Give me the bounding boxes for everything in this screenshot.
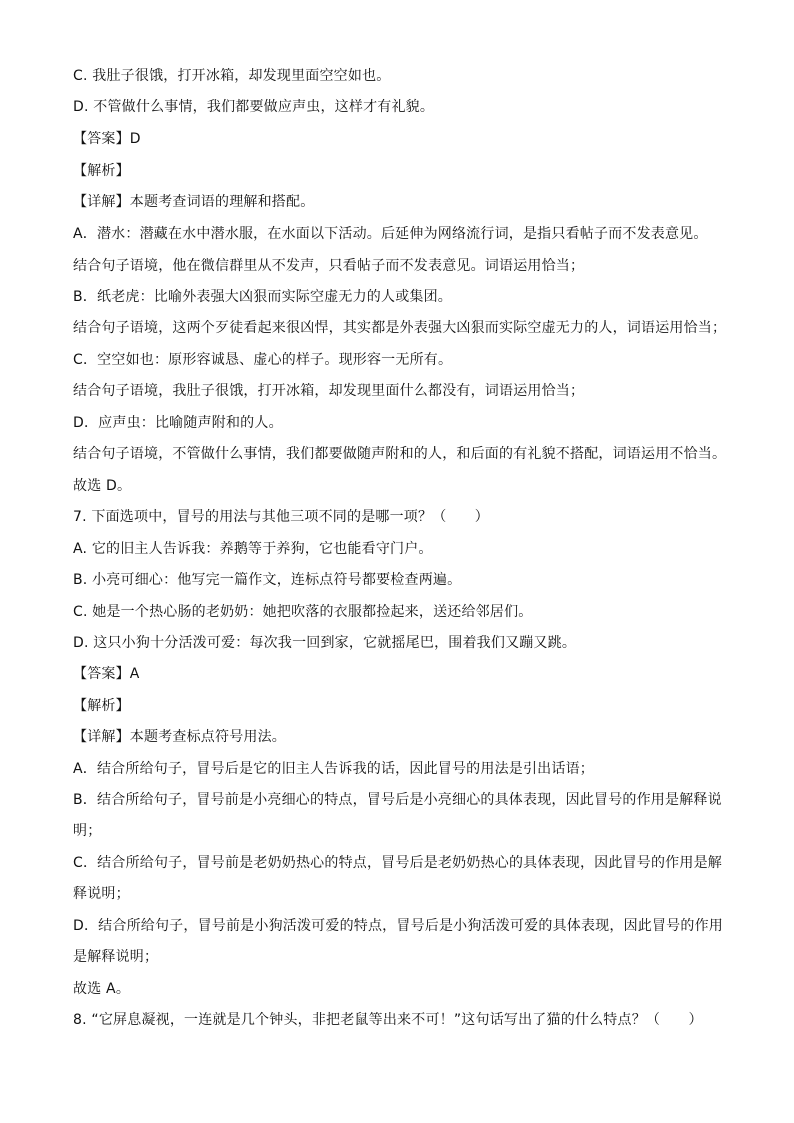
detail-heading: 【详解】本题考查标点符号用法。 [73, 729, 286, 745]
analysis-label: 【解析】 [73, 163, 130, 179]
answer-label: 【答案】A [73, 666, 140, 682]
detail-heading: 【详解】本题考查词语的理解和搭配。 [73, 194, 315, 210]
explanation-line: 释说明； [73, 886, 130, 902]
explanation-line: D．应声虫：比喻随声附和的人。 [73, 415, 283, 431]
q7-option-c: C. 她是一个热心肠的老奶奶：她把吹落的衣服都捡起来，送还给邻居们。 [73, 604, 533, 620]
analysis-label: 【解析】 [73, 698, 130, 714]
explanation-line: 结合句子语境，他在微信群里从不发声，只看帖子而不发表意见。词语运用恰当； [73, 258, 585, 274]
question-8: 8. “它屏息凝视，一连就是几个钟头，非把老鼠等出来不可！”这句话写出了猫的什么特点？（ ） [73, 1012, 703, 1028]
option-c-line: C. 我肚子很饿，打开冰箱，却发现里面空空如也。 [73, 68, 391, 84]
question-7: 7. 下面选项中，冒号的用法与其他三项不同的是哪一项？（ ） [73, 509, 490, 525]
explanation-line: B．结合所给句子，冒号前是小亮细心的特点，冒号后是小亮细心的具体表现，因此冒号的作用是解释说 [73, 792, 722, 808]
explanation-line: C．结合所给句子，冒号前是老奶奶热心的特点，冒号后是老奶奶热心的具体表现，因此冒号的作用是解 [73, 855, 722, 871]
explanation-line: D．结合所给句子，冒号前是小狗活泼可爱的特点，冒号后是小狗活泼可爱的具体表现，因此冒号的作用 [73, 918, 723, 934]
choice-conclusion: 故选 A。 [73, 981, 131, 997]
explanation-line: A．潜水：潜藏在水中潜水服，在水面以下活动。后延伸为网络流行词，是指只看帖子而不发表意见。 [73, 226, 708, 242]
answer-label: 【答案】D [73, 131, 141, 147]
explanation-line: 结合句子语境，我肚子很饿，打开冰箱，却发现里面什么都没有，词语运用恰当； [73, 383, 585, 399]
explanation-line: B．纸老虎：比喻外表强大凶狠而实际空虚无力的人或集团。 [73, 289, 453, 305]
explanation-line: C．空空如也：原形容诚恳、虚心的样子。现形容一无所有。 [73, 352, 453, 368]
explanation-line: 是解释说明； [73, 949, 159, 965]
option-d-line: D. 不管做什么事情，我们都要做应声虫，这样才有礼貌。 [73, 99, 435, 115]
explanation-line: 结合句子语境，不管做什么事情，我们都要做随声附和的人，和后面的有礼貌不搭配，词语运用不恰当。 [73, 446, 727, 462]
q7-option-d: D. 这只小狗十分活泼可爱：每次我一回到家，它就摇尾巴，围着我们又蹦又跳。 [73, 635, 577, 651]
explanation-line: 明； [73, 823, 102, 839]
explanation-line: 结合句子语境，这两个歹徒看起来很凶悍，其实都是外表强大凶狠而实际空虚无力的人，词语运用恰当； [73, 320, 727, 336]
choice-conclusion: 故选 D。 [73, 478, 132, 494]
explanation-line: A．结合所给句子，冒号后是它的旧主人告诉我的话，因此冒号的用法是引出话语； [73, 761, 594, 777]
q7-option-a: A. 它的旧主人告诉我：养鹅等于养狗，它也能看守门户。 [73, 541, 433, 557]
q7-option-b: B. 小亮可细心：他写完一篇作文，连标点符号都要检查两遍。 [73, 572, 462, 588]
